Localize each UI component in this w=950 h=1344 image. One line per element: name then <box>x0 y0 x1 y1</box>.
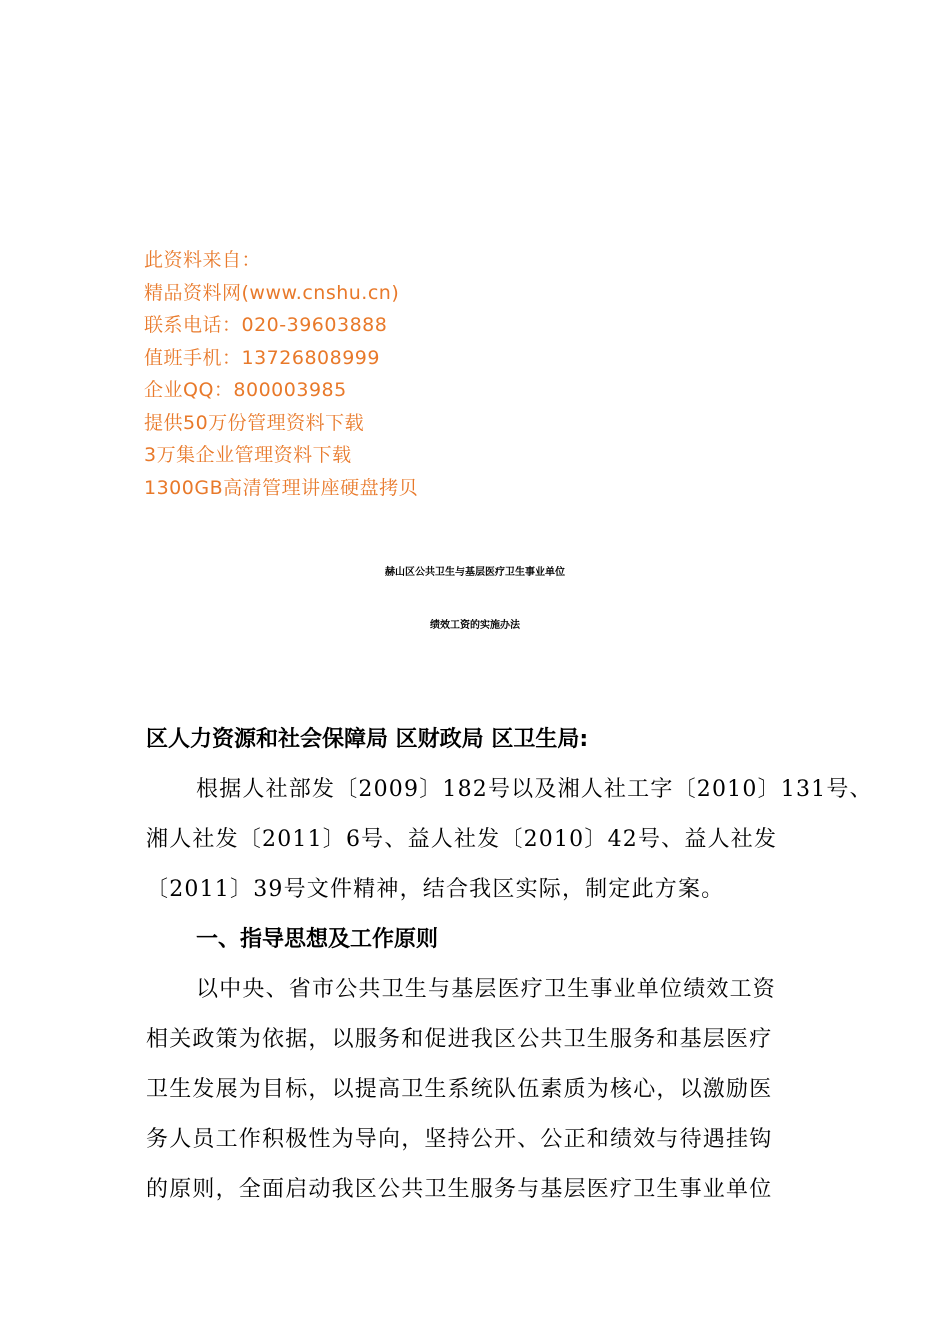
promo-block <box>144 244 418 504</box>
intro-line-1: 根据人社部发〔2009〕182号以及湘人社工字〔2010〕131号、 <box>196 777 873 802</box>
recipient-line: 区人力资源和社会保障局 区财政局 区卫生局: <box>146 727 589 752</box>
promo-line-qq: 企业QQ：800003985 <box>144 379 347 401</box>
promo-line-phone: 联系电话：020-39603888 <box>144 314 388 336</box>
promo-line-offer-3: 1300GB高清管理讲座硬盘拷贝 <box>144 476 419 499</box>
document-title-line-2: 绩效工资的实施办法 <box>430 620 520 631</box>
promo-line-offer-2: 3万集企业管理资料下载 <box>144 444 352 466</box>
intro-line-2: 湘人社发〔2011〕6号、益人社发〔2010〕42号、益人社发 <box>146 827 778 852</box>
intro-line-3: 〔2011〕39号文件精神，结合我区实际，制定此方案。 <box>146 877 725 902</box>
document-title-line-1: 赫山区公共卫生与基层医疗卫生事业单位 <box>385 567 565 578</box>
section-1-heading: 一、指导思想及工作原则 <box>196 927 439 952</box>
section-1-line-4: 务人员工作积极性为导向，坚持公开、公正和绩效与待遇挂钩 <box>146 1127 773 1152</box>
section-1-line-1: 以中央、省市公共卫生与基层医疗卫生事业单位绩效工资 <box>196 977 777 1002</box>
promo-line-offer-1: 提供50万份管理资料下载 <box>144 411 365 434</box>
section-1-line-5: 的原则，全面启动我区公共卫生服务与基层医疗卫生事业单位 <box>146 1177 773 1202</box>
promo-line-source: 此资料来自： <box>144 249 262 271</box>
section-1-line-3: 卫生发展为目标，以提高卫生系统队伍素质为核心，以激励医 <box>146 1077 773 1102</box>
promo-line-website: 精品资料网(www.cnshu.cn) <box>144 281 400 304</box>
section-1-line-2: 相关政策为依据，以服务和促进我区公共卫生服务和基层医疗 <box>146 1027 773 1052</box>
promo-line-mobile: 值班手机：13726808999 <box>144 346 380 369</box>
